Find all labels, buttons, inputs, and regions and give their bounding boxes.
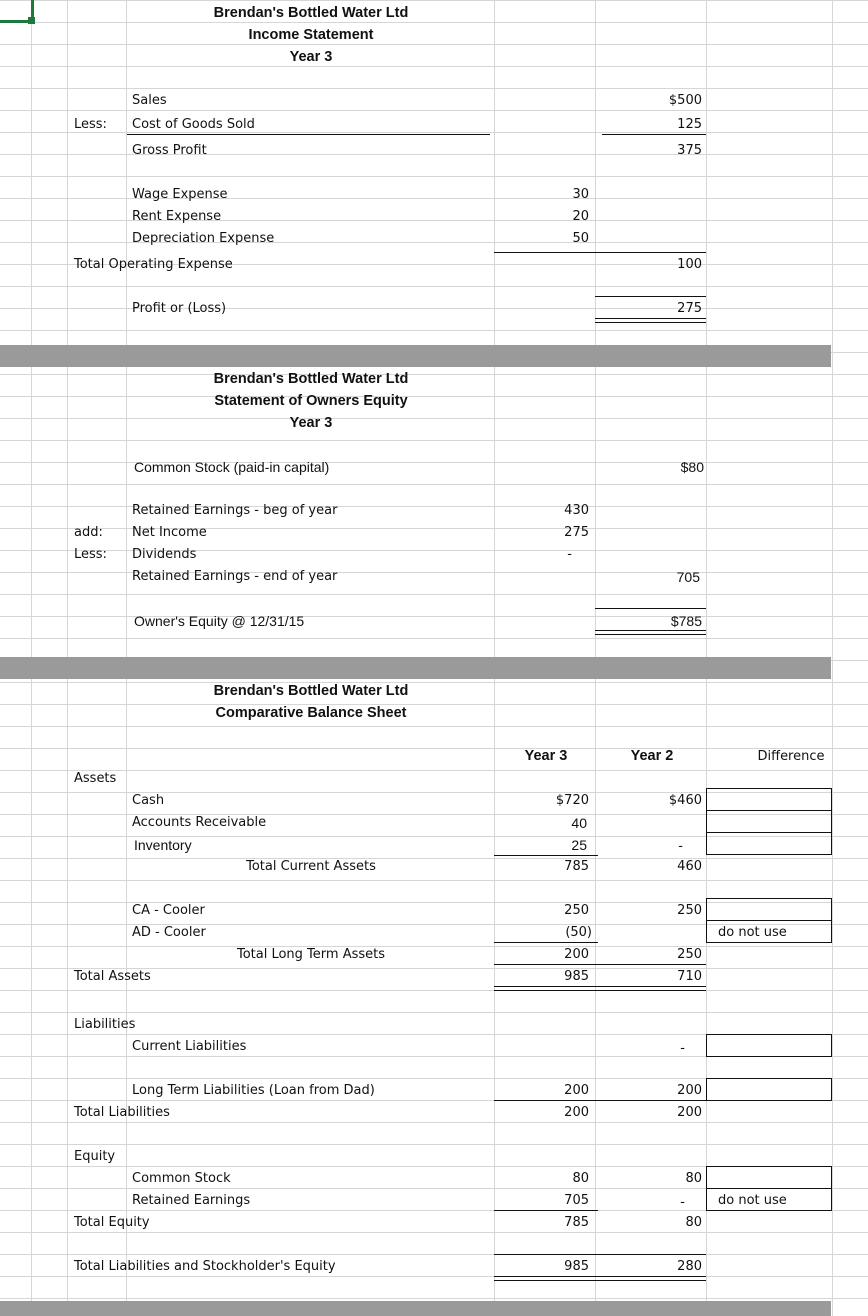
- double-underline: [595, 630, 706, 635]
- underline: [494, 252, 706, 253]
- ni-value: 275: [564, 525, 589, 540]
- total-opex-value: 100: [677, 257, 702, 272]
- ta-y3: 985: [564, 969, 589, 984]
- cash-y2: $460: [668, 793, 702, 808]
- equity-title: Statement of Owners Equity: [214, 393, 408, 409]
- col-difference: Difference: [757, 749, 825, 764]
- col-year3: Year 3: [524, 748, 568, 764]
- underline: [494, 942, 598, 943]
- wage-label: Wage Expense: [132, 187, 228, 202]
- re-end-value: 705: [676, 569, 700, 585]
- underline: [127, 134, 490, 135]
- ad-label: AD - Cooler: [132, 925, 206, 940]
- cash-label: Cash: [132, 793, 165, 808]
- sales-label: Sales: [132, 93, 167, 108]
- cs-y3: 80: [572, 1171, 589, 1186]
- re-label: Retained Earnings: [132, 1193, 251, 1208]
- balance-company: Brendan's Bottled Water Ltd: [213, 683, 409, 699]
- double-underline: [595, 318, 706, 323]
- income-company: Brendan's Bottled Water Ltd: [213, 5, 409, 21]
- cogs-value: 125: [677, 117, 702, 132]
- gross-label: Gross Profit: [132, 143, 207, 158]
- cooler-y3: 250: [564, 903, 589, 918]
- diff-cell-ad[interactable]: [706, 920, 832, 943]
- diff-cell-inventory[interactable]: [706, 832, 832, 855]
- profit-value: 275: [677, 301, 702, 316]
- ad-y3: (50): [565, 925, 592, 940]
- tca-y3: 785: [564, 859, 589, 874]
- cs-y2: 80: [685, 1171, 702, 1186]
- diff-cell-cooler[interactable]: [706, 898, 832, 921]
- fill-handle[interactable]: [28, 17, 35, 24]
- te-y2: 80: [685, 1215, 702, 1230]
- tlta-y3: 200: [564, 947, 589, 962]
- underline: [598, 1100, 706, 1101]
- tl-y3: 200: [564, 1105, 589, 1120]
- less-label: Less:: [74, 547, 107, 562]
- liab-label: Liabilities: [74, 1017, 136, 1032]
- cs-label: Common Stock: [132, 1171, 231, 1186]
- ar-label: Accounts Receivable: [132, 815, 267, 830]
- sales-value: $500: [668, 93, 702, 108]
- re-y2: -: [680, 1195, 685, 1210]
- total-opex-label: Total Operating Expense: [74, 257, 233, 272]
- underline: [494, 855, 598, 856]
- tca-label: Total Current Assets: [246, 859, 376, 874]
- div-value: -: [567, 547, 572, 562]
- underline: [494, 964, 598, 965]
- diff-cell-cl[interactable]: [706, 1034, 832, 1057]
- double-underline: [494, 986, 706, 991]
- cash-y3: $720: [555, 793, 589, 808]
- cl-y2: -: [680, 1041, 685, 1056]
- underline: [602, 134, 706, 135]
- diff-cell-cash[interactable]: [706, 788, 832, 811]
- section-divider: [0, 345, 831, 367]
- wage-value: 30: [572, 187, 589, 202]
- section-divider: [0, 1301, 831, 1316]
- tca-y2: 460: [677, 859, 702, 874]
- tl-y2: 200: [677, 1105, 702, 1120]
- balance-title: Comparative Balance Sheet: [215, 705, 407, 721]
- common-value: $80: [680, 459, 704, 475]
- underline: [494, 1254, 706, 1255]
- less-label: Less:: [74, 117, 107, 132]
- tle-y3: 985: [564, 1259, 589, 1274]
- add-label: add:: [74, 525, 103, 540]
- te-y3: 785: [564, 1215, 589, 1230]
- equity-company: Brendan's Bottled Water Ltd: [213, 371, 409, 387]
- underline: [494, 1100, 598, 1101]
- underline: [595, 608, 706, 609]
- tlta-label: Total Long Term Assets: [236, 947, 386, 962]
- income-period: Year 3: [289, 49, 333, 65]
- equity-label: Equity: [74, 1149, 116, 1164]
- div-label: Dividends: [132, 547, 197, 562]
- diff-cell-re[interactable]: [706, 1188, 832, 1211]
- oe-label: Owner's Equity @ 12/31/15: [134, 613, 305, 629]
- profit-label: Profit or (Loss): [132, 301, 227, 316]
- common-label: Common Stock (paid-in capital): [134, 459, 330, 475]
- section-divider: [0, 657, 831, 679]
- rent-label: Rent Expense: [132, 209, 222, 224]
- re-diff: do not use: [718, 1193, 787, 1208]
- tl-label: Total Liabilities: [74, 1105, 170, 1120]
- equity-period: Year 3: [289, 415, 333, 431]
- ad-diff: do not use: [718, 925, 787, 940]
- diff-cell-ar[interactable]: [706, 810, 832, 833]
- tle-label: Total Liabilities and Stockholder's Equity: [74, 1259, 336, 1274]
- inv-y2: -: [678, 839, 683, 854]
- double-underline: [494, 1276, 706, 1281]
- cooler-y2: 250: [677, 903, 702, 918]
- tle-y2: 280: [677, 1259, 702, 1274]
- underline: [595, 296, 706, 297]
- cogs-label: Cost of Goods Sold: [132, 117, 255, 132]
- assets-label: Assets: [74, 771, 117, 786]
- ta-y2: 710: [677, 969, 702, 984]
- ar-y3: 40: [571, 815, 587, 831]
- tlta-y2: 250: [677, 947, 702, 962]
- underline: [494, 1210, 598, 1211]
- re-end-label: Retained Earnings - end of year: [132, 569, 338, 584]
- ni-label: Net Income: [132, 525, 207, 540]
- dep-value: 50: [572, 231, 589, 246]
- col-year2: Year 2: [630, 748, 674, 764]
- diff-cell-cs[interactable]: [706, 1166, 832, 1189]
- te-label: Total Equity: [74, 1215, 150, 1230]
- dep-label: Depreciation Expense: [132, 231, 275, 246]
- rent-value: 20: [572, 209, 589, 224]
- inv-y3: 25: [571, 837, 587, 853]
- diff-cell-ltl[interactable]: [706, 1078, 832, 1101]
- re-y3: 705: [564, 1193, 589, 1208]
- ltl-y2: 200: [677, 1083, 702, 1098]
- ltl-y3: 200: [564, 1083, 589, 1098]
- re-beg-value: 430: [564, 503, 589, 518]
- underline: [598, 964, 706, 965]
- income-title: Income Statement: [248, 27, 374, 43]
- re-beg-label: Retained Earnings - beg of year: [132, 503, 338, 518]
- gross-value: 375: [677, 143, 702, 158]
- ltl-label: Long Term Liabilities (Loan from Dad): [132, 1083, 375, 1098]
- cooler-label: CA - Cooler: [132, 903, 205, 918]
- ta-label: Total Assets: [74, 969, 151, 984]
- inv-label: Inventory: [134, 837, 192, 853]
- oe-value: $785: [670, 613, 702, 629]
- cl-label: Current Liabilities: [132, 1039, 247, 1054]
